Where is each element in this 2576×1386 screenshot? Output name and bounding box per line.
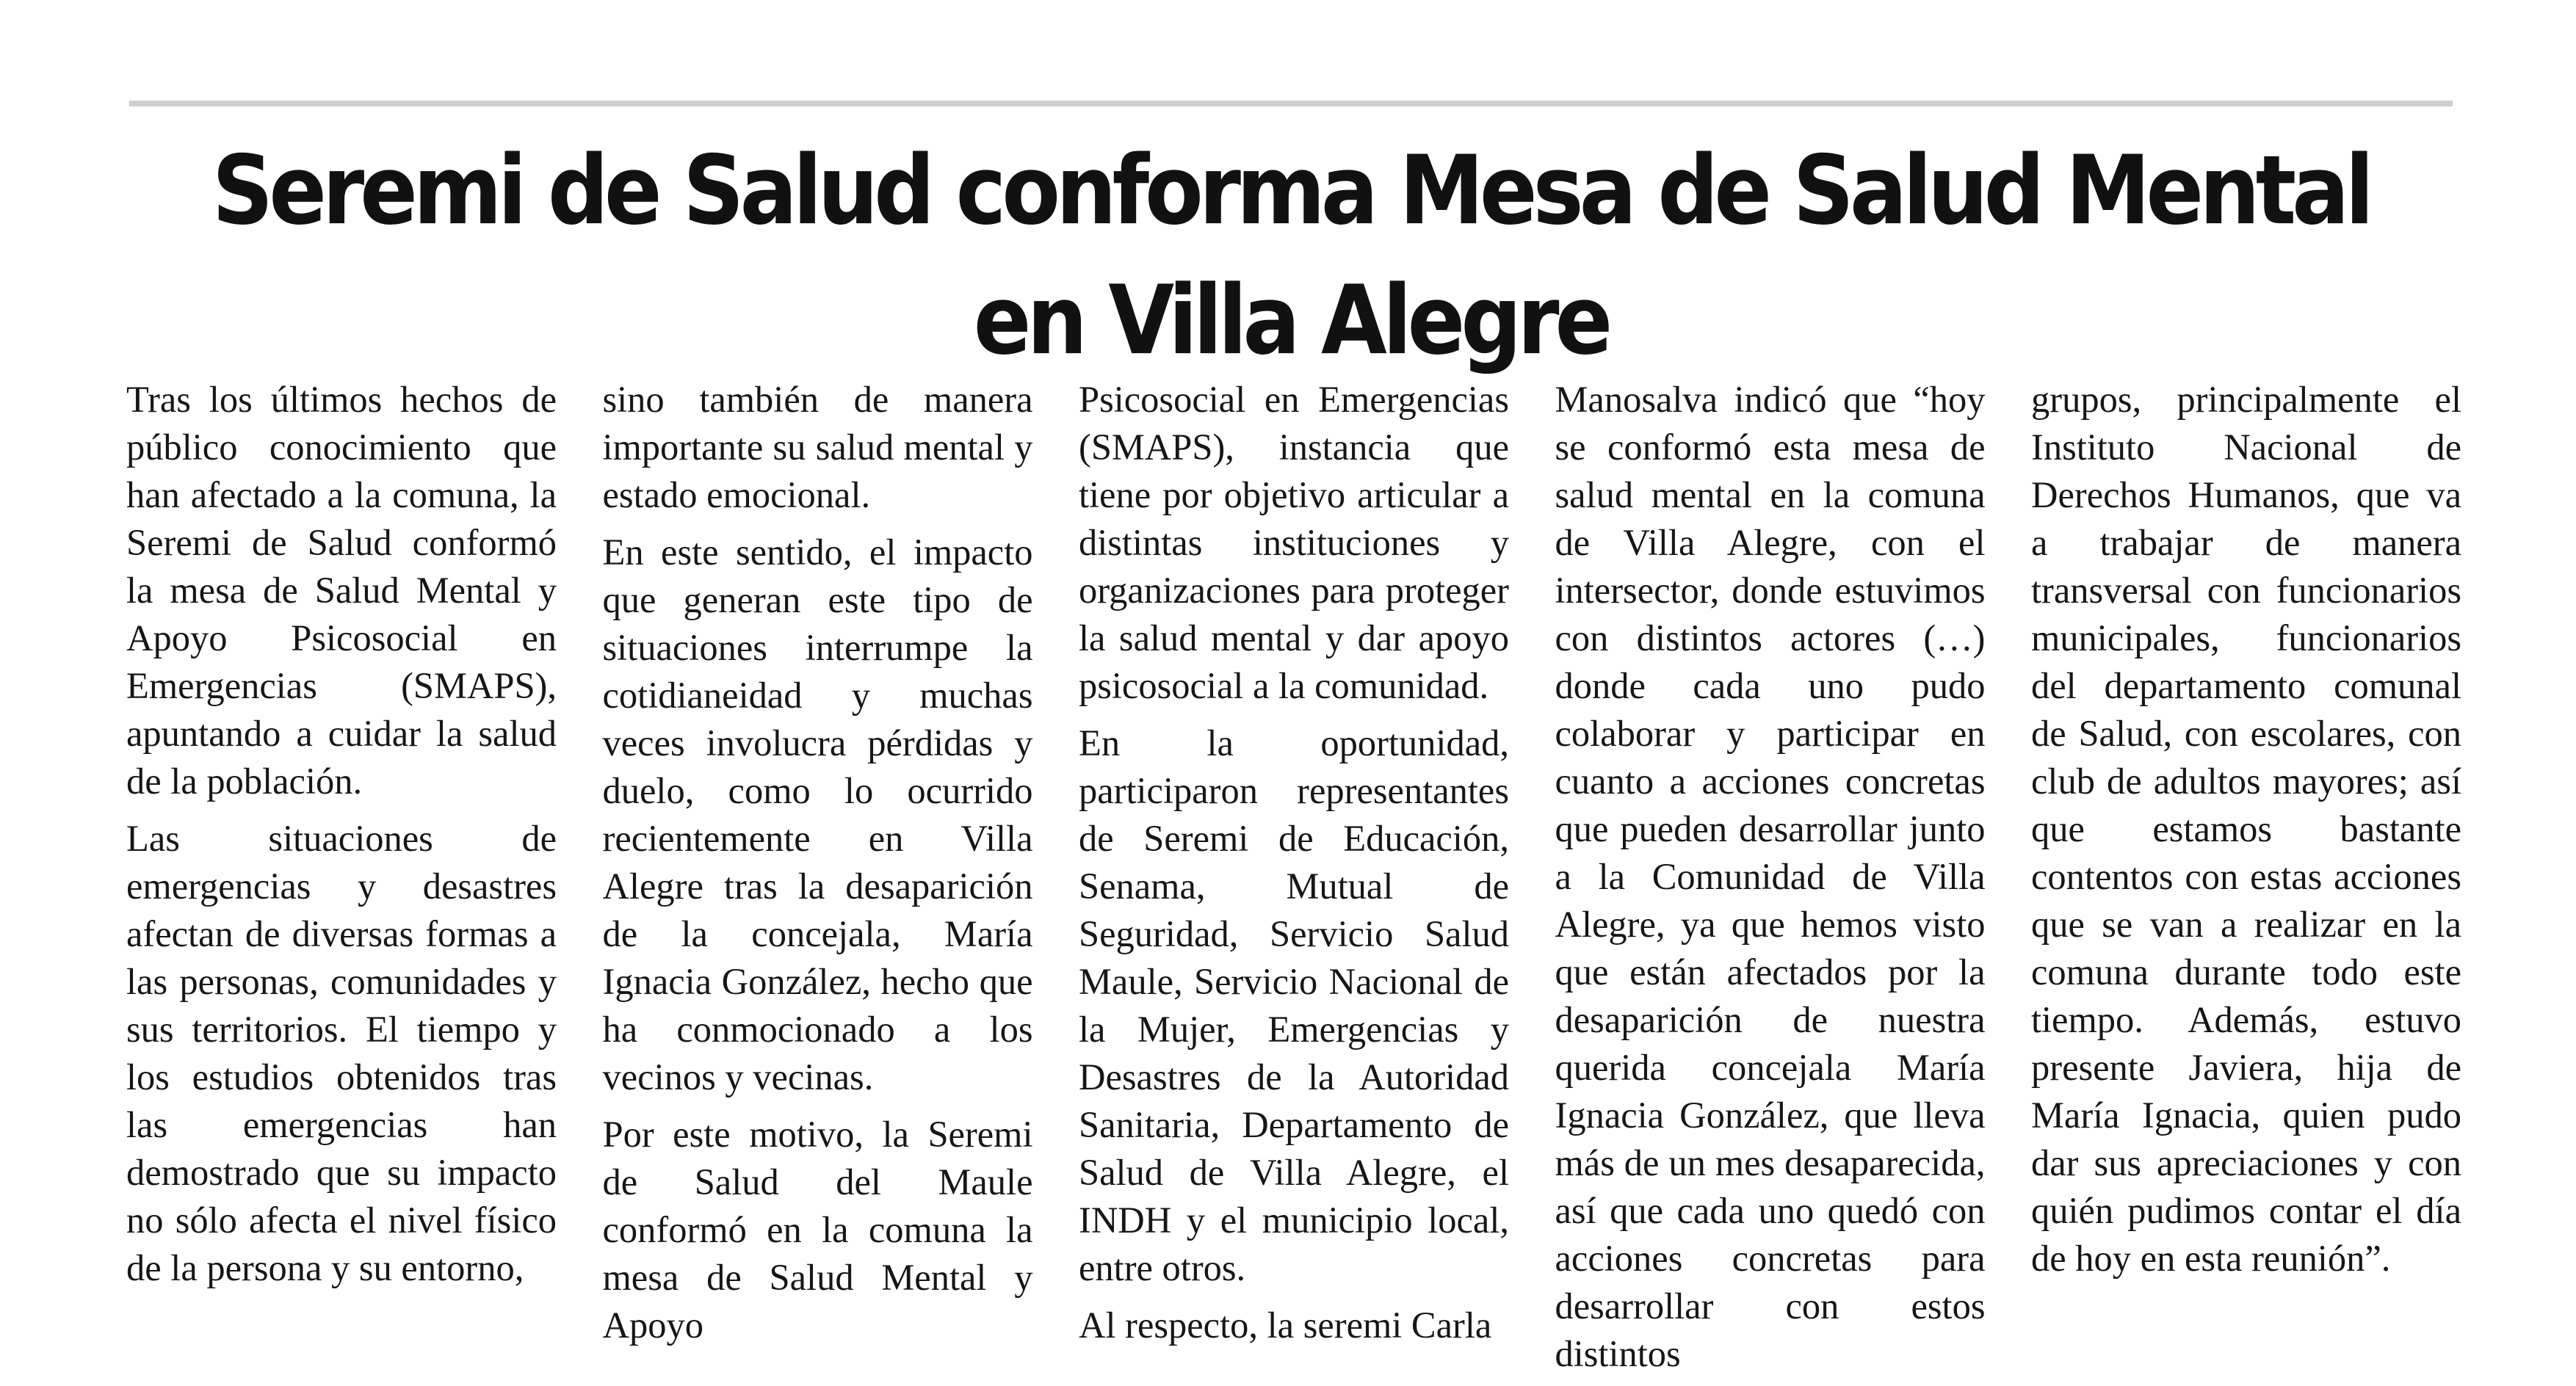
paragraph: Al respecto, la seremi Carla xyxy=(1079,1305,1492,1346)
text-column-2 xyxy=(602,376,1033,1346)
text-column-4 xyxy=(1555,376,1986,1374)
top-divider xyxy=(129,101,2453,106)
text-column-3 xyxy=(1079,376,1509,1346)
paragraph: sino también de manera importante su salud mental y estado emocional. xyxy=(602,379,1033,515)
article-body xyxy=(126,376,2461,1374)
paragraph: Tras los últimos hechos de público conocimiento que han afectado a la comuna, la Seremi de Salud conformó la mesa de Salud Mental y Apoyo Psicosocial en Emergencias (SMAPS), apuntando a cuidar la salud de la población. xyxy=(126,379,557,802)
text-column-1 xyxy=(126,376,557,1330)
paragraph: Manosalva indicó que “hoy se conformó esta mesa de salud mental en la comuna de Villa Alegre, con el intersector, donde estuvimos con distintos actores (…) donde cada uno pudo colaborar y participar en cuanto a acciones concretas que pueden desarrollar junto a la Comunidad de Villa Alegre, ya que hemos visto que están afectados por la desaparición de nuestra querida concejala María Ignacia González, que lleva más de un mes desaparecida, así que cada uno quedó con acciones concretas para desarrollar con estos distintos xyxy=(1555,379,1986,1374)
paragraph: grupos, principalmente el Instituto Nacional de Derechos Humanos, que va a trabajar de manera transversal con funcionarios municipales, funcionarios del departamento comunal de Salud, con escolares, con club de adultos mayores; así que estamos bastante contentos con estas acciones que se van a realizar en la comuna durante todo este tiempo. Además, estuvo presente Javiera, hija de María Ignacia, quien pudo dar sus apreciaciones y con quién pudimos contar el día de hoy en esta reunión”. xyxy=(2031,379,2461,1279)
paragraph: En este sentido, el impacto que generan este tipo de situaciones interrumpe la cotidianeidad y muchas veces involucra pérdidas y duelo, como lo ocurrido recientemente en Villa Alegre tras la desaparición de la concejala, María Ignacia González, hecho que ha conmocionado a los vecinos y vecinas. xyxy=(602,531,1033,1097)
paragraph: Psicosocial en Emergencias (SMAPS), instancia que tiene por objetivo articular a distintas instituciones y organizaciones para proteger la salud mental y dar apoyo psicosocial a la comunidad. xyxy=(1079,379,1509,706)
paragraph: Por este motivo, la Seremi de Salud del Maule conformó en la comuna la mesa de Salud Mental y Apoyo xyxy=(602,1114,1033,1346)
article-headline xyxy=(129,126,2453,386)
headline-line-1: Seremi de Salud conforma Mesa de Salud Mental xyxy=(211,135,2370,247)
paragraph: Las situaciones de emergencias y desastres afectan de diversas formas a las personas, comunidades y sus territorios. El tiempo y los estudios obtenidos tras las emergencias han demostrado que su impacto no sólo afecta el nivel físico de la persona y su entorno, xyxy=(126,818,557,1288)
text-column-5 xyxy=(2031,376,2461,1330)
headline-line-2: en Villa Alegre xyxy=(973,265,1609,377)
paragraph: En la oportunidad, participaron representantes de Seremi de Educación, Senama, Mutual de Seguridad, Servicio Salud Maule, Servicio Nacional de la Mujer, Emergencias y Desastres de la Autoridad Sanitaria, Departamento de Salud de Villa Alegre, el INDH y el municipio local, entre otros. xyxy=(1079,722,1509,1288)
